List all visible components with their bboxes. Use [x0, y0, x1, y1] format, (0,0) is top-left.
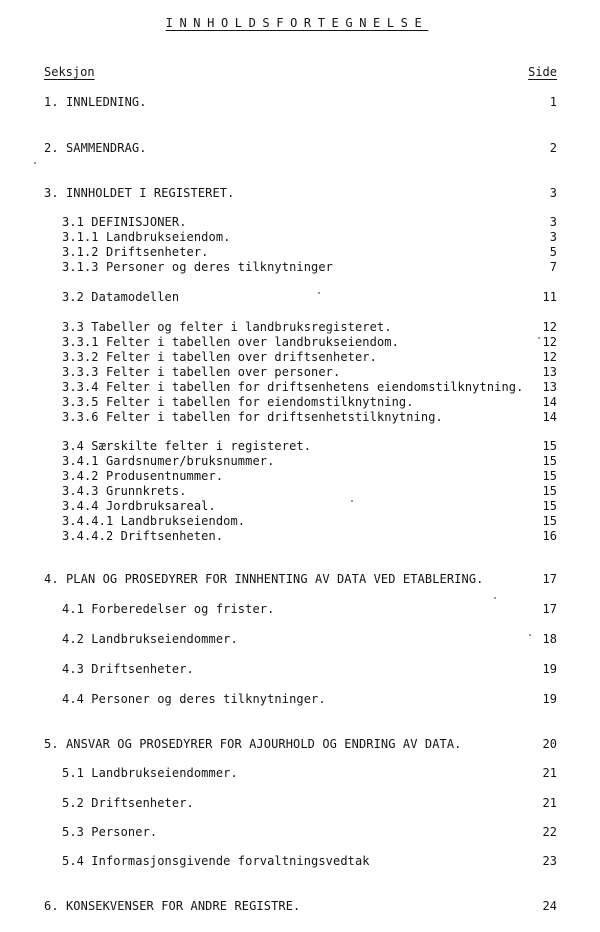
- toc-entry-page: 1: [549, 95, 557, 109]
- toc-entry-3-1-3: [0, 260, 600, 275]
- toc-entry-label: 5.1 Landbrukseiendommer.: [62, 766, 238, 780]
- toc-entry-3-1-2: [0, 245, 600, 260]
- toc-entry-label: 3.2 Datamodellen: [62, 290, 180, 304]
- toc-entry-chapter-3: [0, 186, 600, 201]
- toc-entry-label: 3.1.2 Driftsenheter.: [62, 245, 209, 259]
- toc-entry-label: 3.4.1 Gardsnumer/bruksnummer.: [62, 454, 275, 468]
- toc-entry-label: 3.3.2 Felter i tabellen over driftsenheter.: [62, 350, 377, 364]
- toc-entry-page: 14: [542, 410, 557, 424]
- toc-entry-page: 18: [542, 632, 557, 646]
- toc-entry-page: 15: [542, 514, 557, 528]
- toc-entry-label: 1. INNLEDNING.: [44, 95, 147, 109]
- toc-entry-3-3-4: [0, 380, 600, 395]
- toc-entry-page: 13: [542, 365, 557, 379]
- toc-entry-label: 5.3 Personer.: [62, 825, 158, 839]
- toc-entry-chapter-4: [0, 572, 600, 587]
- toc-entry-page: 12: [542, 320, 557, 334]
- toc-entry-page: 3: [549, 186, 557, 200]
- scan-speck: [318, 292, 320, 294]
- toc-entry-page: 11: [542, 290, 557, 304]
- toc-entry-page: 2: [549, 141, 557, 155]
- toc-entry-page: 19: [542, 662, 557, 676]
- toc-entry-3-4-4-2: [0, 529, 600, 544]
- toc-entry-label: 3.3.5 Felter i tabellen for eiendomstilknytning.: [62, 395, 414, 409]
- toc-entry-label: 4.2 Landbrukseiendommer.: [62, 632, 238, 646]
- toc-entry-label: 3.4.4 Jordbruksareal.: [62, 499, 216, 513]
- toc-entry-label: 4.1 Forberedelser og frister.: [62, 602, 275, 616]
- toc-entry-page: 13: [542, 380, 557, 394]
- toc-entry-3-4-4: [0, 499, 600, 514]
- toc-entry-label: 3.3 Tabeller og felter i landbruksregisteret.: [62, 320, 392, 334]
- toc-entry-page: 21: [542, 796, 557, 810]
- toc-entry-label: 3.4.2 Produsentnummer.: [62, 469, 224, 483]
- toc-entry-3-3-1: [0, 335, 600, 350]
- toc-entry-5-3: [0, 825, 600, 840]
- toc-entry-page: 15: [542, 454, 557, 468]
- toc-entry-label: 5.2 Driftsenheter.: [62, 796, 194, 810]
- toc-entry-3-4-1: [0, 454, 600, 469]
- toc-entry-3-4: [0, 439, 600, 454]
- toc-entry-4-1: [0, 602, 600, 617]
- toc-entry-page: 12: [542, 335, 557, 349]
- toc-entry-3-3-2: [0, 350, 600, 365]
- toc-entry-page: 12: [542, 350, 557, 364]
- toc-entry-label: 4. PLAN OG PROSEDYRER FOR INNHENTING AV DATA VED ETABLERING.: [44, 572, 484, 586]
- toc-entry-3-3-3: [0, 365, 600, 380]
- toc-entry-page: 3: [549, 215, 557, 229]
- toc-entry-4-2: [0, 632, 600, 647]
- scan-speck: [351, 500, 353, 502]
- toc-entry-page: 15: [542, 484, 557, 498]
- toc-entry-label: 3.3.6 Felter i tabellen for driftsenhetstilknytning.: [62, 410, 443, 424]
- toc-entry-chapter-5: [0, 737, 600, 752]
- toc-entry-label: 3.4.4.2 Driftsenheten.: [62, 529, 224, 543]
- toc-entry-3-4-3: [0, 484, 600, 499]
- toc-entry-chapter-6: [0, 899, 600, 914]
- toc-entry-page: 17: [542, 602, 557, 616]
- toc-entry-3-4-2: [0, 469, 600, 484]
- toc-entry-page: 21: [542, 766, 557, 780]
- toc-entry-page: 22: [542, 825, 557, 839]
- toc-entry-label: 3.3.4 Felter i tabellen for driftsenhetens eiendomstilknytning.: [62, 380, 524, 394]
- toc-entry-label: 3.4.4.1 Landbrukseiendom.: [62, 514, 246, 528]
- toc-entry-3-1: [0, 215, 600, 230]
- toc-entry-page: 24: [542, 899, 557, 913]
- scan-speck: [538, 337, 540, 339]
- scan-speck: [529, 634, 531, 636]
- toc-entry-4-3: [0, 662, 600, 677]
- toc-entry-3-3-6: [0, 410, 600, 425]
- toc-entry-page: 15: [542, 469, 557, 483]
- toc-entry-3-4-4-1: [0, 514, 600, 529]
- toc-entry-page: 16: [542, 529, 557, 543]
- toc-entry-3-3-5: [0, 395, 600, 410]
- toc-entry-label: 3.4.3 Grunnkrets.: [62, 484, 187, 498]
- toc-entry-label: 3.3.1 Felter i tabellen over landbrukseiendom.: [62, 335, 399, 349]
- toc-entry-label: 5.4 Informasjonsgivende forvaltningsvedtak: [62, 854, 370, 868]
- toc-entry-label: 6. KONSEKVENSER FOR ANDRE REGISTRE.: [44, 899, 301, 913]
- toc-entry-page: 14: [542, 395, 557, 409]
- section-column-header: Seksjon: [44, 65, 95, 79]
- toc-entry-label: 3.1.3 Personer og deres tilknytninger: [62, 260, 334, 274]
- toc-entry-page: 15: [542, 439, 557, 453]
- toc-entry-page: 17: [542, 572, 557, 586]
- toc-entry-label: 3.4 Særskilte felter i registeret.: [62, 439, 312, 453]
- toc-entry-label: 2. SAMMENDRAG.: [44, 141, 147, 155]
- toc-entry-label: 5. ANSVAR OG PROSEDYRER FOR AJOURHOLD OG ENDRING AV DATA.: [44, 737, 462, 751]
- page-column-header: Side: [528, 65, 557, 79]
- toc-entry-3-1-1: [0, 230, 600, 245]
- toc-entry-label: 3. INNHOLDET I REGISTERET.: [44, 186, 235, 200]
- toc-entry-chapter-1: [0, 95, 600, 110]
- toc-entry-page: 15: [542, 499, 557, 513]
- toc-title: INNHOLDSFORTEGNELSE: [165, 16, 429, 30]
- toc-entry-label: 3.3.3 Felter i tabellen over personer.: [62, 365, 341, 379]
- toc-entry-label: 4.3 Driftsenheter.: [62, 662, 194, 676]
- toc-entry-4-4: [0, 692, 600, 707]
- toc-entry-3-2: [0, 290, 600, 305]
- scan-speck: [494, 597, 496, 599]
- toc-entry-page: 7: [549, 260, 557, 274]
- toc-entry-5-1: [0, 766, 600, 781]
- toc-entry-page: 5: [549, 245, 557, 259]
- toc-entry-page: 23: [542, 854, 557, 868]
- toc-entry-5-2: [0, 796, 600, 811]
- scan-speck: [34, 162, 36, 164]
- toc-entry-label: 3.1.1 Landbrukseiendom.: [62, 230, 231, 244]
- toc-entry-page: 3: [549, 230, 557, 244]
- toc-entry-3-3: [0, 320, 600, 335]
- toc-entry-label: 4.4 Personer og deres tilknytninger.: [62, 692, 326, 706]
- toc-entry-page: 19: [542, 692, 557, 706]
- toc-entry-5-4: [0, 854, 600, 869]
- toc-entry-label: 3.1 DEFINISJONER.: [62, 215, 187, 229]
- toc-entry-page: 20: [542, 737, 557, 751]
- toc-entry-chapter-2: [0, 141, 600, 156]
